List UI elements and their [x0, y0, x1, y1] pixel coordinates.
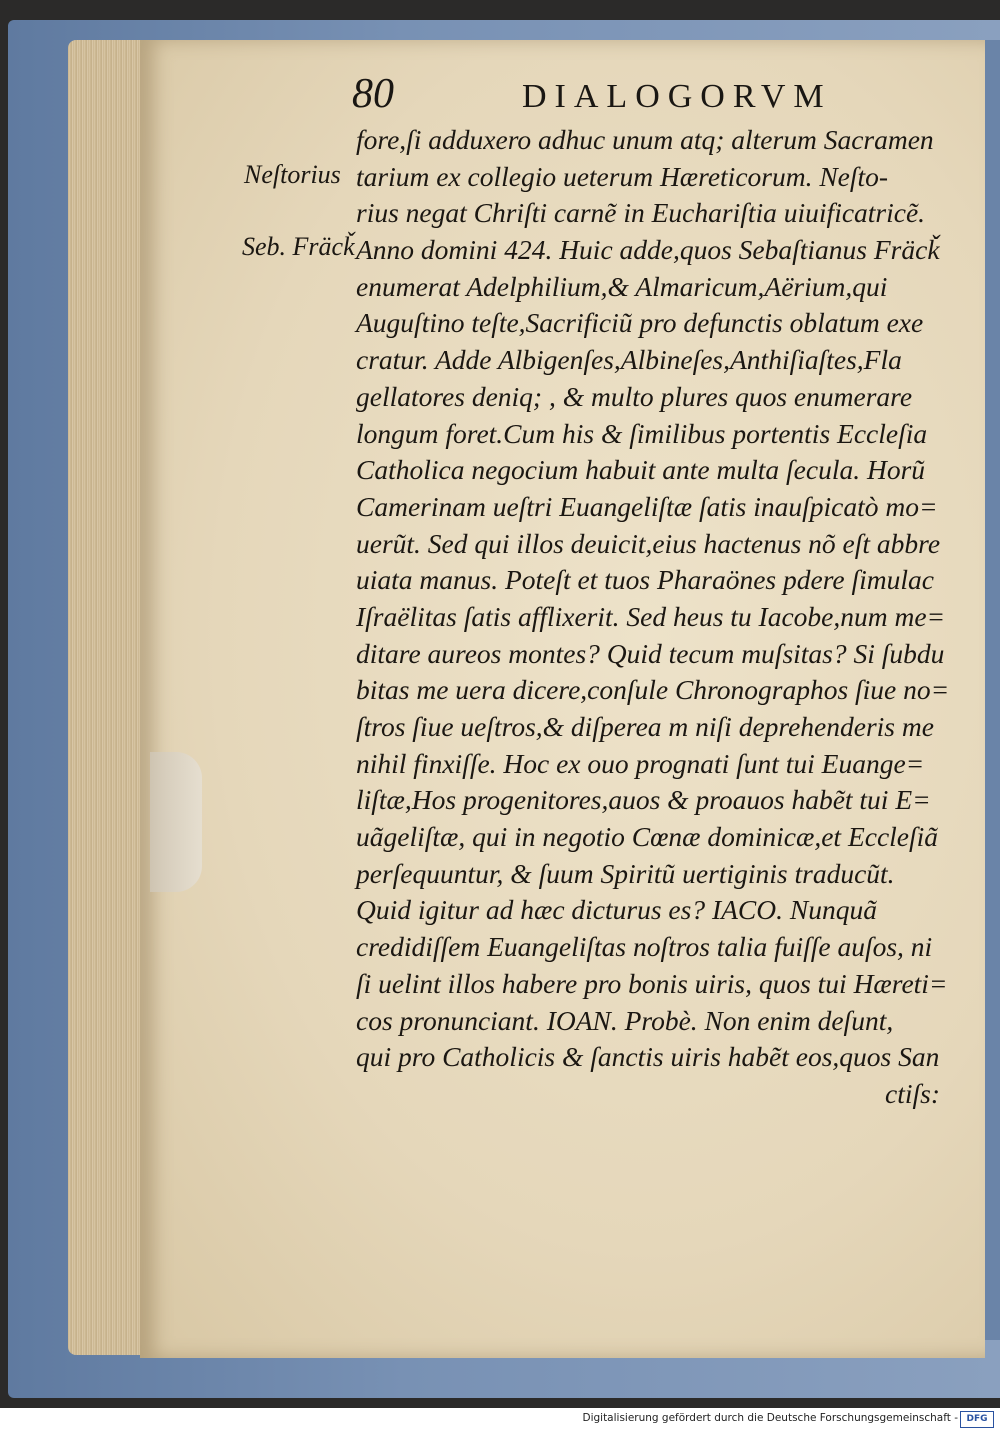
text-line: credidiſſem Euangeliſtas noſtros talia fuiſſe auſos, ni [356, 931, 933, 963]
text-line: tarium ex collegio ueterum Hæreticorum. Neſto- [356, 160, 889, 192]
body-text [356, 122, 950, 1113]
text-line: Iſraëlitas ſatis afflixerit. Sed heus tu Iacobe,num me= [356, 600, 946, 632]
text-line: Quid igitur ad hæc dicturus es? IACO. Nunquã [356, 894, 877, 926]
footer-bar [0, 1408, 1000, 1431]
text-line: qui pro Catholicis & ſanctis uiris habẽt eos,quos San [356, 1041, 940, 1073]
running-head: DIALOGORVM [522, 78, 832, 115]
text-line: ſi uelint illos habere pro bonis uiris, quos tui Hæreti= [356, 967, 948, 999]
funding-credit: Digitalisierung gefördert durch die Deutsche Forschungsgemeinschaft - [582, 1412, 958, 1424]
page-header [352, 68, 832, 128]
text-line: cos pronunciant. IOAN. Probè. Non enim deſunt, [356, 1004, 894, 1036]
text-line: bitas me uera dicere,conſule Chronographos ſiue no= [356, 674, 950, 706]
text-line: nihil finxiſſe. Hoc ex ouo prognati ſunt tui Euange= [356, 747, 925, 779]
catchword: ctiſs: [885, 1077, 940, 1109]
text-line: uiata manus. Poteſt et tuos Pharaönes pdere ſimulac [356, 564, 934, 596]
text-line: gellatores deniq; , & multo plures quos enumerare [356, 380, 913, 412]
text-line: ſtros ſiue ueſtros,& diſperea m niſi deprehenderis me [356, 711, 934, 742]
text-line: Anno domini 424. Huic adde,quos Sebaſtianus Fräcǩ [356, 234, 940, 266]
dfg-logo-icon: DFG [960, 1411, 994, 1428]
text-line: Auguſtino teſte,Sacrificiũ pro defunctis oblatum exe [356, 307, 924, 339]
text-line: rius negat Chriſti carnẽ in Euchariſtia uiuificatricẽ. [356, 197, 926, 229]
margin-note-nestorius: Neſtorius [244, 160, 341, 189]
text-line: Catholica negocium habuit ante multa ſecula. Horũ [356, 454, 926, 486]
text-line: perſequuntur, & ſuum Spiritũ uertiginis traducũt. [356, 857, 895, 889]
text-line: longum foret.Cum his & ſimilibus portentis Eccleſia [356, 417, 928, 449]
text-line: ditare aureos montes? Quid tecum muſsitas? Si ſubdu [356, 637, 945, 669]
text-line: fore,ſi adduxero adhuc unum atq; alterum Sacramen [356, 124, 934, 155]
folio-number: 80 [352, 71, 394, 117]
text-line: uerũt. Sed qui illos deuicit,eius hactenus nõ eſt abbre [356, 527, 941, 559]
page-tab [150, 752, 202, 892]
text-line: enumerat Adelphilium,& Almaricum,Aërium,qui [356, 270, 888, 302]
text-line: liſtæ,Hos progenitores,auos & proauos habẽt tui E= [356, 784, 931, 816]
text-line: uãgeliſtæ, qui in negotio Cœnæ dominicæ,et Eccleſiã [356, 821, 939, 853]
text-line: Camerinam ueſtri Euangeliſtæ ſatis inauſpicatò mo= [356, 490, 938, 522]
text-line: cratur. Adde Albigenſes,Albineſes,Anthiſiaſtes,Fla [356, 344, 902, 376]
margin-note-franck: Seb. Fräcǩ [242, 232, 355, 261]
